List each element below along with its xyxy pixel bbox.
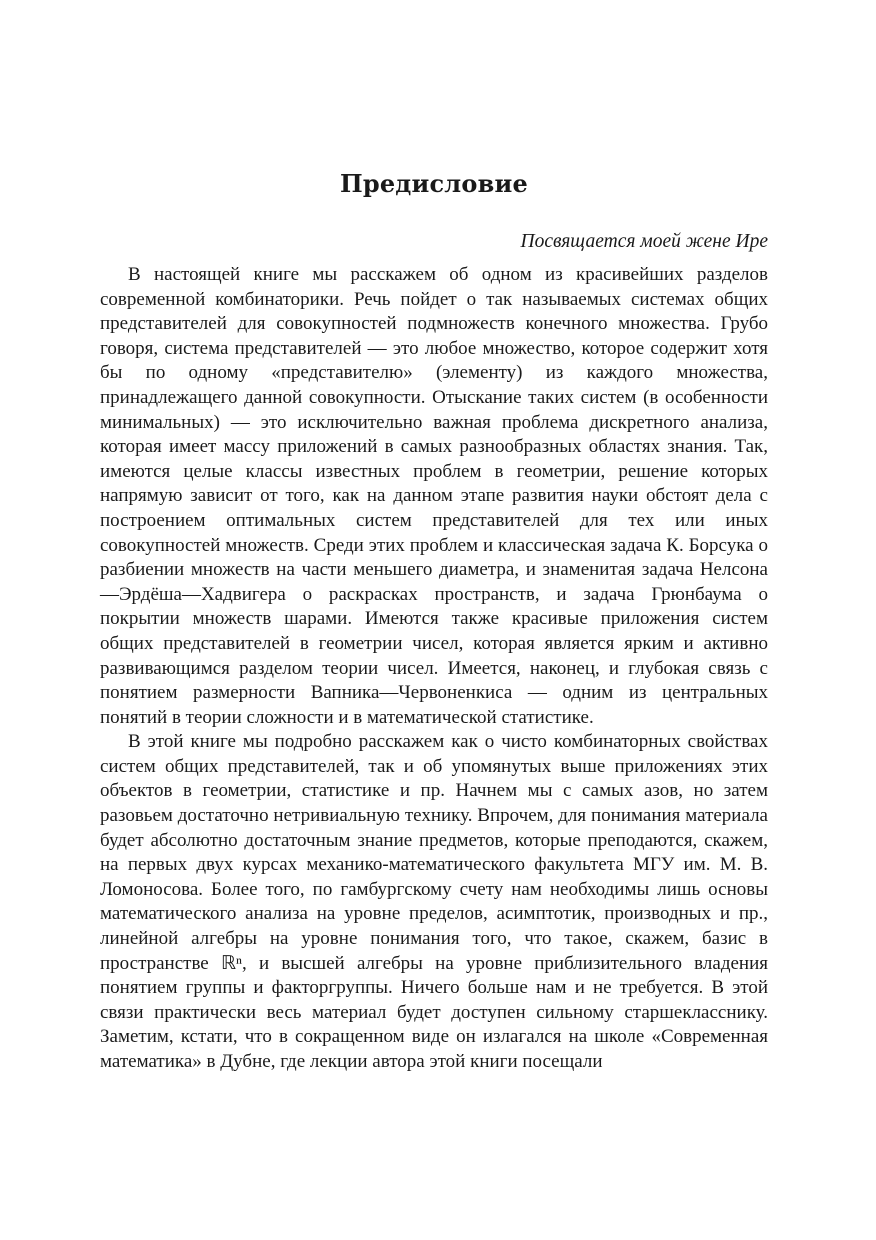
paragraph: В этой книге мы подробно расскажем как о чисто комбинаторных свойствах систем общих представителей, так и об упомянутых выше приложениях этих объектов в геометрии, статистике и пр. Начнем мы с самых азов, но затем разовьем достаточно нетривиальную технику. Впрочем, для понимания материала будет абсолютно достаточным знание предметов, которые преподаются, скажем, на первых двух курсах механико-математического факультета МГУ им. М. В. Ломоносова. Более того, по гамбургскому счету нам необходимы лишь основы математического анализа на уровне пределов, асимптотик, производных и пр., линейной алгебры на уровне понимания того, что такое, скажем, базис в пространстве ℝⁿ, и высшей алгебры на уровне приблизительного владения понятием группы и факторгруппы. Ничего больше нам и не требуется. В этой связи практически весь материал будет доступен сильному старшекласснику. Заметим, кстати, что в сокращенном виде он излагался на школе «Современная математика» в Дубне, где лекции автора этой книги посещали [100,731,768,1072]
page-title: Предисловие [339,169,528,198]
paragraph: В настоящей книге мы расскажем об одном из красивейших разделов современной комбинаторики. Речь пойдет о так называемых системах общих представителей для совокупностей подмножеств конечного множества. Грубо говоря, система представителей — это любое множество, которое содержит хотя бы по одному «представителю» (элементу) из каждого множества, принадлежащего данной совокупности. Отыскание таких систем (в особенности минимальных) — это исключительно важная проблема дискретного анализа, которая имеет массу приложений в самых разнообразных областях знания. Так, имеются целые классы известных проблем в геометрии, решение которых напрямую зависит от того, как на данном этапе развития науки обстоят дела с построением оптимальных систем представителей для тех или иных совокупностей множеств. Среди этих проблем и классическая задача К. Борсука о разбиении множеств на части меньшего диаметра, и знаменитая задача Нелсона—Эрдёша—Хадвигера о раскрасках пространств, и задача Грюнбаума о покрытии множеств шарами. Имеются также красивые приложения систем общих представителей в геометрии чисел, которая является ярким и активно развивающимся разделом теории чисел. Имеется, наконец, и глубокая связь с понятием размерности Вапника—Червоненкиса — одним из центральных понятий в теории сложности и в математической статистике. [100,264,768,728]
page-content [100,165,768,1075]
dedication: Посвящается моей жене Ире [520,231,768,252]
